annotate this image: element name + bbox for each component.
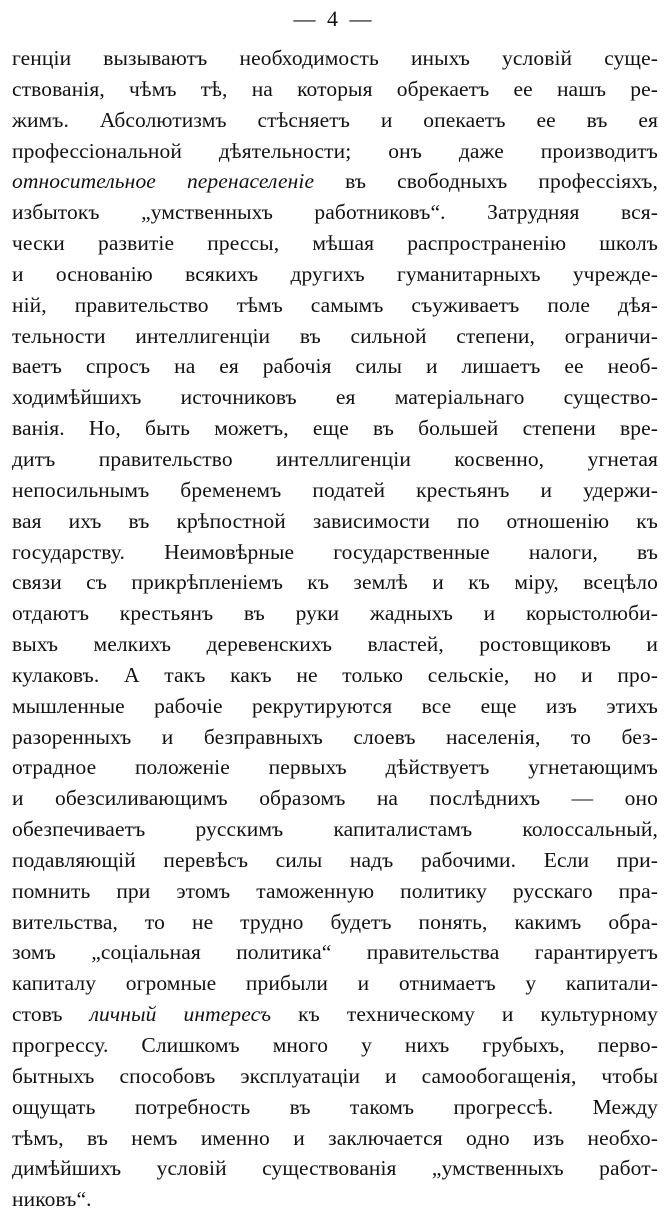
text-segment: профессіональной дѣятельности; онъ даже производитъ [12,138,658,163]
text-segment: къ техническому и культурному [271,1002,658,1027]
text-segment: кулаковъ. А такъ какъ не только сельскіе, но и про- [12,662,658,687]
text-segment: ваетъ спросъ на ея рабочія силы и лишаетъ ее необ- [12,354,658,379]
text-segment: и обезсиливающимъ образомъ на послѣднихъ — оно [12,786,658,811]
text-line [12,814,658,845]
text-segment: бытныхъ способовъ эксплуатаціи и самообогащенія, чтобы [12,1063,658,1088]
text-line [12,351,658,382]
text-segment: избытокъ „умственныхъ работниковъ“. Затрудняя вся- [12,200,658,225]
text-line [12,722,658,753]
text-segment: прогрессу. Слишкомъ много у нихъ грубыхъ, перво- [12,1033,658,1057]
text-line [12,413,658,444]
text-segment: выхъ мелкихъ деревенскихъ властей, ростовщиковъ и [12,632,658,657]
text-line [12,598,658,629]
text-line [12,43,658,74]
text-segment: обезпечиваетъ русскимъ капиталистамъ колоссальный, [12,817,658,842]
text-segment: тѣмъ, въ немъ именно и заключается одно изъ необхо- [12,1125,658,1150]
text-line [12,999,658,1030]
text-segment: чески развитіе прессы, мѣшая распространенію школъ [12,231,658,256]
text-segment: генціи вызываютъ необходимость иныхъ условій суще- [12,46,658,70]
text-line [12,907,658,938]
text-line [12,105,658,136]
text-segment: въ свободныхъ профессіяхъ, [314,169,658,194]
text-segment: и основанію всякихъ другихъ гуманитарныхъ учрежде- [12,261,658,286]
text-line [12,259,658,290]
text-segment: связи съ прикрѣпленіемъ къ землѣ и къ міру, всецѣло [12,570,658,595]
text-segment: капиталу огромные прибыли и отнимаетъ у капитали- [12,971,658,996]
text-line [12,506,658,537]
page-number: — 4 — [293,6,375,31]
text-line [12,937,658,968]
text-line [12,1092,658,1123]
text-segment: зомъ „соціальная политика“ правительства гарантируетъ [12,940,658,965]
text-line [12,382,658,413]
text-line [12,1184,658,1215]
text-line [12,321,658,352]
body-text [12,43,658,1215]
text-segment: стовъ [12,1002,90,1027]
text-segment: вительства, то не трудно будетъ понять, какимъ обра- [12,909,658,934]
text-segment: разоренныхъ и безправныхъ слоевъ населенія, то без- [12,724,658,749]
text-segment: непосильнымъ бременемъ податей крестьянъ и удержи- [12,477,658,502]
text-segment: отрадное положеніе первыхъ дѣйствуетъ угнетающимъ [12,755,658,780]
text-line [12,1030,658,1061]
italic-phrase: личный интересъ [89,1002,272,1027]
text-line [12,228,658,259]
text-line [12,968,658,999]
text-line [12,475,658,506]
text-line [12,783,658,814]
text-segment: государству. Неимовѣрные государственные налоги, въ [12,539,658,564]
text-segment: ощущать потребность въ такомъ прогрессѣ. Между [12,1094,658,1119]
text-segment: ходимѣйшихъ источниковъ ея матеріальнаго существо- [12,385,658,410]
text-segment: вая ихъ въ крѣпостной зависимости по отношенію къ [12,508,658,533]
text-segment: ванія. Но, быть можетъ, еще въ большей степени вре- [12,416,658,441]
text-segment: подавляющій перевѣсъ силы надъ рабочими. Если при- [12,847,658,872]
text-line [12,1123,658,1154]
text-line [12,845,658,876]
text-line [12,629,658,660]
text-line [12,691,658,722]
text-segment: помнить при этомъ таможенную политику русскаго пра- [12,878,658,903]
text-segment: жимъ. Абсолютизмъ стѣсняетъ и опекаетъ ее въ ея [12,107,658,132]
text-line [12,876,658,907]
text-line [12,197,658,228]
text-segment: отдаютъ крестьянъ въ руки жадныхъ и корыстолюби- [12,601,658,626]
text-line [12,660,658,691]
text-line [12,752,658,783]
text-segment: тельности интеллигенціи въ сильной степени, ограничи- [12,323,658,348]
text-segment: ствованія, чѣмъ тѣ, на которыя обрекаетъ ее нашъ ре- [12,76,658,101]
text-segment: ній, правительство тѣмъ самымъ съуживаетъ поле дѣя- [12,292,658,317]
text-line [12,537,658,568]
text-line [12,1153,658,1184]
text-line [12,567,658,598]
text-line [12,74,658,105]
italic-phrase: относительное перенаселеніе [12,169,315,194]
text-line [12,166,658,197]
text-segment: дитъ правительство интеллигенціи косвенно, угнетая [12,446,658,471]
text-line [12,1061,658,1092]
text-segment: димѣйшихъ условій существованія „умственныхъ работ- [12,1156,658,1181]
text-line [12,290,658,321]
text-segment: никовъ“. [12,1187,92,1212]
text-segment: мышленные рабочіе рекрутируются все еще изъ этихъ [12,693,658,718]
text-line [12,136,658,167]
text-line [12,444,658,475]
